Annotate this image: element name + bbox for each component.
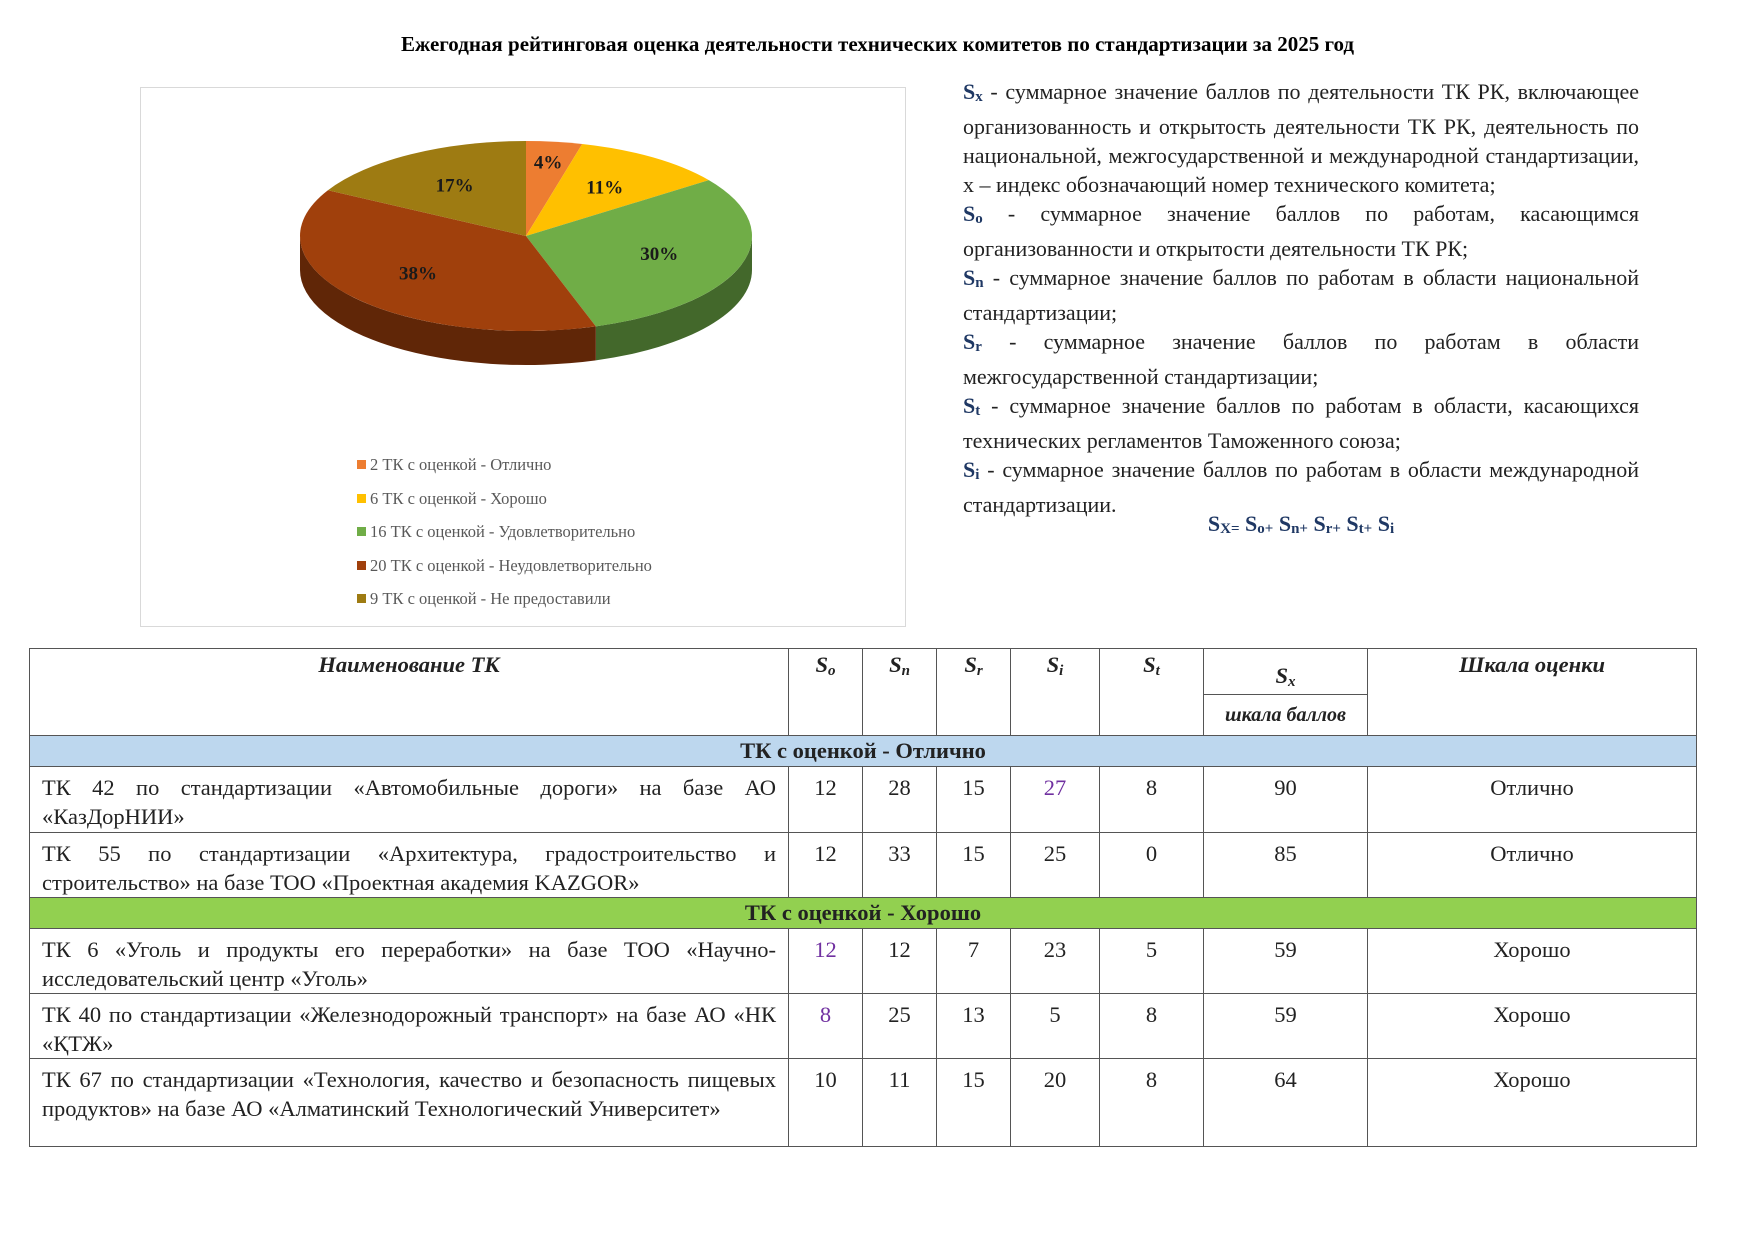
definition-so: $S_o$ - суммарное значение баллов по работам, касающимся организованности и открытости деятельности ТК РК; [963, 201, 1639, 261]
header-so: $S_o$ [789, 649, 863, 736]
table-row [30, 833, 1697, 898]
tc-name: ТК 55 по стандартизации «Архитектура, градостроительство и строительство» на базе ТОО «Проектная академия KAZGOR» [30, 833, 789, 898]
header-name: Наименование ТК [30, 649, 789, 736]
symbol: $S_n$ [963, 265, 984, 291]
formula: $S_{X=}$ $S_{o+}$ $S_{n+}$ $S_{r+}$ $S_{t+}$ $S_i$ [1207, 511, 1395, 537]
tc-name: ТК 6 «Уголь и продукты его переработки» на базе ТОО «Научно-исследовательский центр «Уголь» [30, 929, 789, 994]
group-row-good [30, 898, 1697, 929]
cell-si: 25 [1011, 833, 1100, 898]
header-sn: $S_n$ [863, 649, 937, 736]
symbol: $S_x$ [963, 79, 983, 105]
pie-data-label: 17% [435, 175, 474, 197]
legend-item [357, 556, 652, 590]
cell-sx: 90 [1204, 767, 1368, 833]
cell-sr: 15 [937, 1059, 1011, 1147]
table-row [30, 994, 1697, 1059]
cell-si: 5 [1011, 994, 1100, 1059]
cell-sx: 59 [1204, 994, 1368, 1059]
definition-si: $S_i$ - суммарное значение баллов по работам в области международной стандартизации. [963, 457, 1639, 517]
symbol: $S_i$ [963, 457, 980, 483]
cell-rating: Отлично [1368, 833, 1697, 898]
legend-swatch [357, 494, 366, 503]
header-si: $S_i$ [1011, 649, 1100, 736]
cell-rating: Хорошо [1368, 929, 1697, 994]
legend-swatch [357, 561, 366, 570]
page-title: Ежегодная рейтинговая оценка деятельности технических комитетов по стандартизации за 2025 год [401, 32, 1354, 56]
rating-table [29, 648, 1697, 1147]
legend-item [357, 489, 652, 523]
cell-sx: 64 [1204, 1059, 1368, 1147]
table-row [30, 767, 1697, 833]
chart-legend [357, 455, 652, 623]
legend-swatch [357, 594, 366, 603]
pie-chart [140, 87, 906, 627]
legend-item [357, 455, 652, 489]
tc-name: ТК 40 по стандартизации «Железнодорожный транспорт» на базе АО «НК «ҚТЖ» [30, 994, 789, 1059]
legend-label: 2 ТК с оценкой - Отлично [370, 455, 552, 474]
tc-name: ТК 42 по стандартизации «Автомобильные дороги» на базе АО «КазДорНИИ» [30, 767, 789, 833]
symbol: $S_r$ [963, 329, 982, 355]
cell-rating: Хорошо [1368, 994, 1697, 1059]
cell-so: 8 [789, 994, 863, 1059]
cell-sr: 15 [937, 767, 1011, 833]
cell-sx: 59 [1204, 929, 1368, 994]
cell-so: 12 [789, 833, 863, 898]
pie-data-label: 30% [640, 244, 679, 266]
legend-swatch [357, 527, 366, 536]
cell-sx: 85 [1204, 833, 1368, 898]
cell-sn: 11 [863, 1059, 937, 1147]
group-label: ТК с оценкой - Отлично [30, 736, 1697, 767]
pie-data-label: 11% [586, 177, 624, 199]
table-row [30, 1059, 1697, 1147]
legend-label: 16 ТК с оценкой - Удовлетворительно [370, 522, 636, 541]
cell-sn: 12 [863, 929, 937, 994]
legend-label: 20 ТК с оценкой - Неудовлетворительно [370, 555, 652, 575]
cell-rating: Хорошо [1368, 1059, 1697, 1147]
cell-so: 10 [789, 1059, 863, 1147]
header-rating: Шкала оценки [1368, 649, 1697, 736]
header-st: $S_t$ [1100, 649, 1204, 736]
legend-swatch [357, 460, 366, 469]
definitions-block [963, 77, 1639, 519]
cell-rating: Отлично [1368, 767, 1697, 833]
tc-name: ТК 67 по стандартизации «Технология, качество и безопасность пищевых продуктов» на базе АО «Алматинский Технологический Университет» [30, 1059, 789, 1147]
cell-sr: 15 [937, 833, 1011, 898]
pie-data-label: 4% [533, 152, 563, 174]
cell-sr: 7 [937, 929, 1011, 994]
definition-sn: $S_n$ - суммарное значение баллов по работам в области национальной стандартизации; [963, 265, 1639, 325]
definition-sx: $S_x$ - суммарное значение баллов по деятельности ТК РК, включающее организованность и открытость деятельности ТК РК, деятельность по национальной, межгосударственной и международной стандартизации, х – индекс обозначающий номер технического комитета; [963, 79, 1639, 197]
cell-st: 8 [1100, 1059, 1204, 1147]
cell-sn: 33 [863, 833, 937, 898]
cell-sr: 13 [937, 994, 1011, 1059]
definition-sr: $S_r$ - суммарное значение баллов по работам в области межгосударственной стандартизации; [963, 329, 1639, 389]
definition-st: $S_t$ - суммарное значение баллов по работам в области, касающихся технических регламентов Таможенного союза; [963, 393, 1639, 453]
cell-st: 8 [1100, 767, 1204, 833]
cell-sn: 25 [863, 994, 937, 1059]
header-sx-scale: шкала баллов [1204, 695, 1368, 736]
symbol: $S_t$ [963, 393, 981, 419]
table-row [30, 929, 1697, 994]
pie-data-label: 38% [399, 263, 438, 285]
cell-si: 27 [1011, 767, 1100, 833]
cell-si: 20 [1011, 1059, 1100, 1147]
cell-st: 5 [1100, 929, 1204, 994]
cell-sn: 28 [863, 767, 937, 833]
group-label: ТК с оценкой - Хорошо [30, 898, 1697, 929]
cell-st: 0 [1100, 833, 1204, 898]
cell-st: 8 [1100, 994, 1204, 1059]
cell-si: 23 [1011, 929, 1100, 994]
group-row-excellent [30, 736, 1697, 767]
cell-so: 12 [789, 767, 863, 833]
header-sx: $S_x$ [1204, 649, 1368, 695]
legend-item [357, 589, 652, 623]
legend-label: 6 ТК с оценкой - Хорошо [370, 488, 547, 508]
header-sr: $S_r$ [937, 649, 1011, 736]
table-header-row [30, 649, 1697, 695]
legend-item [357, 522, 652, 556]
legend-label: 9 ТК с оценкой - Не предоставили [370, 589, 611, 608]
cell-so: 12 [789, 929, 863, 994]
symbol: $S_o$ [963, 201, 983, 227]
